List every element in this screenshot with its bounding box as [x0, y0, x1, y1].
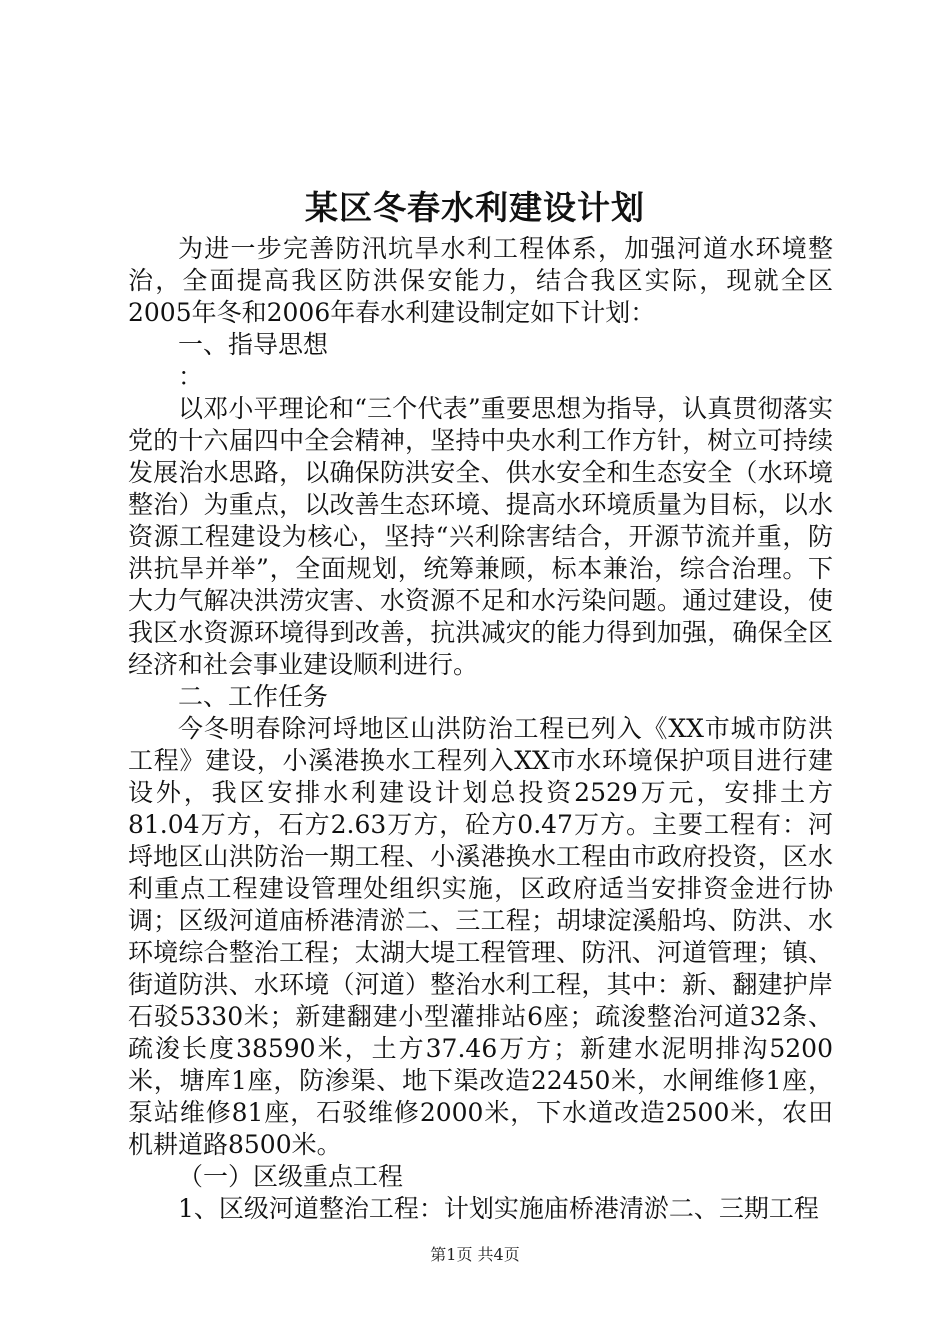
page-footer: 第1页 共4页	[430, 1245, 520, 1264]
section-heading-work-tasks: 二、工作任务	[178, 682, 329, 711]
subsection-heading-key-projects: （一）区级重点工程	[178, 1162, 404, 1191]
intro-paragraph: 为进一步完善防汛坑旱水利工程体系，加强河道水环境整治，全面提高我区防洪保安能力，结合我区实际，现就全区2005年冬和2006年春水利建设制定如下计划：	[128, 234, 833, 327]
guiding-thought-paragraph: 以邓小平理论和“三个代表”重要思想为指导，认真贯彻落实党的十六届四中全会精神，坚持中央水利工作方针，树立可持续发展治水思路，以确保防洪安全、供水安全和生态安全（水环境整治）为重点，以改善生态环境、提高水环境质量为目标，以水资源工程建设为核心，坚持“兴利除害结合，开源节流并重，防洪抗旱并举”，全面规划，统筹兼顾，标本兼治，综合治理。下大力气解决洪涝灾害、水资源不足和水污染问题。通过建设，使我区水资源环境得到改善，抗洪减灾的能力得到加强，确保全区经济和社会事业建设顺利进行。	[128, 394, 833, 679]
section-heading-guiding-thought: 一、指导思想	[178, 330, 329, 359]
stray-colon: ：	[178, 362, 204, 391]
document-title: 某区冬春水利建设计划	[305, 188, 645, 227]
document-body	[128, 233, 833, 1225]
key-project-item-1: 1、区级河道整治工程：计划实施庙桥港清淤二、三期工程	[178, 1194, 819, 1223]
work-tasks-paragraph: 今冬明春除河埒地区山洪防治工程已列入《XX市城市防洪工程》建设，小溪港换水工程列入XX市水环境保护项目进行建设外，我区安排水利建设计划总投资2529万元，安排土方81.04万方，石方2.63万方，砼方0.47万方。主要工程有：河埒地区山洪防治一期工程、小溪港换水工程由市政府投资，区水利重点工程建设管理处组织实施，区政府适当安排资金进行协调；区级河道庙桥港清淤二、三工程；胡埭淀溪船坞、防洪、水环境综合整治工程；太湖大堤工程管理、防汛、河道管理；镇、街道防洪、水环境（河道）整治水利工程，其中：新、翻建护岸石驳5330米；新建翻建小型灌排站6座；疏浚整治河道32条、疏浚长度38590米，土方37.46万方；新建水泥明排沟5200米，塘库1座，防渗渠、地下渠改造22450米，水闸维修1座，泵站维修81座，石驳维修2000米，下水道改造2500米，农田机耕道路8500米。	[128, 714, 833, 1159]
